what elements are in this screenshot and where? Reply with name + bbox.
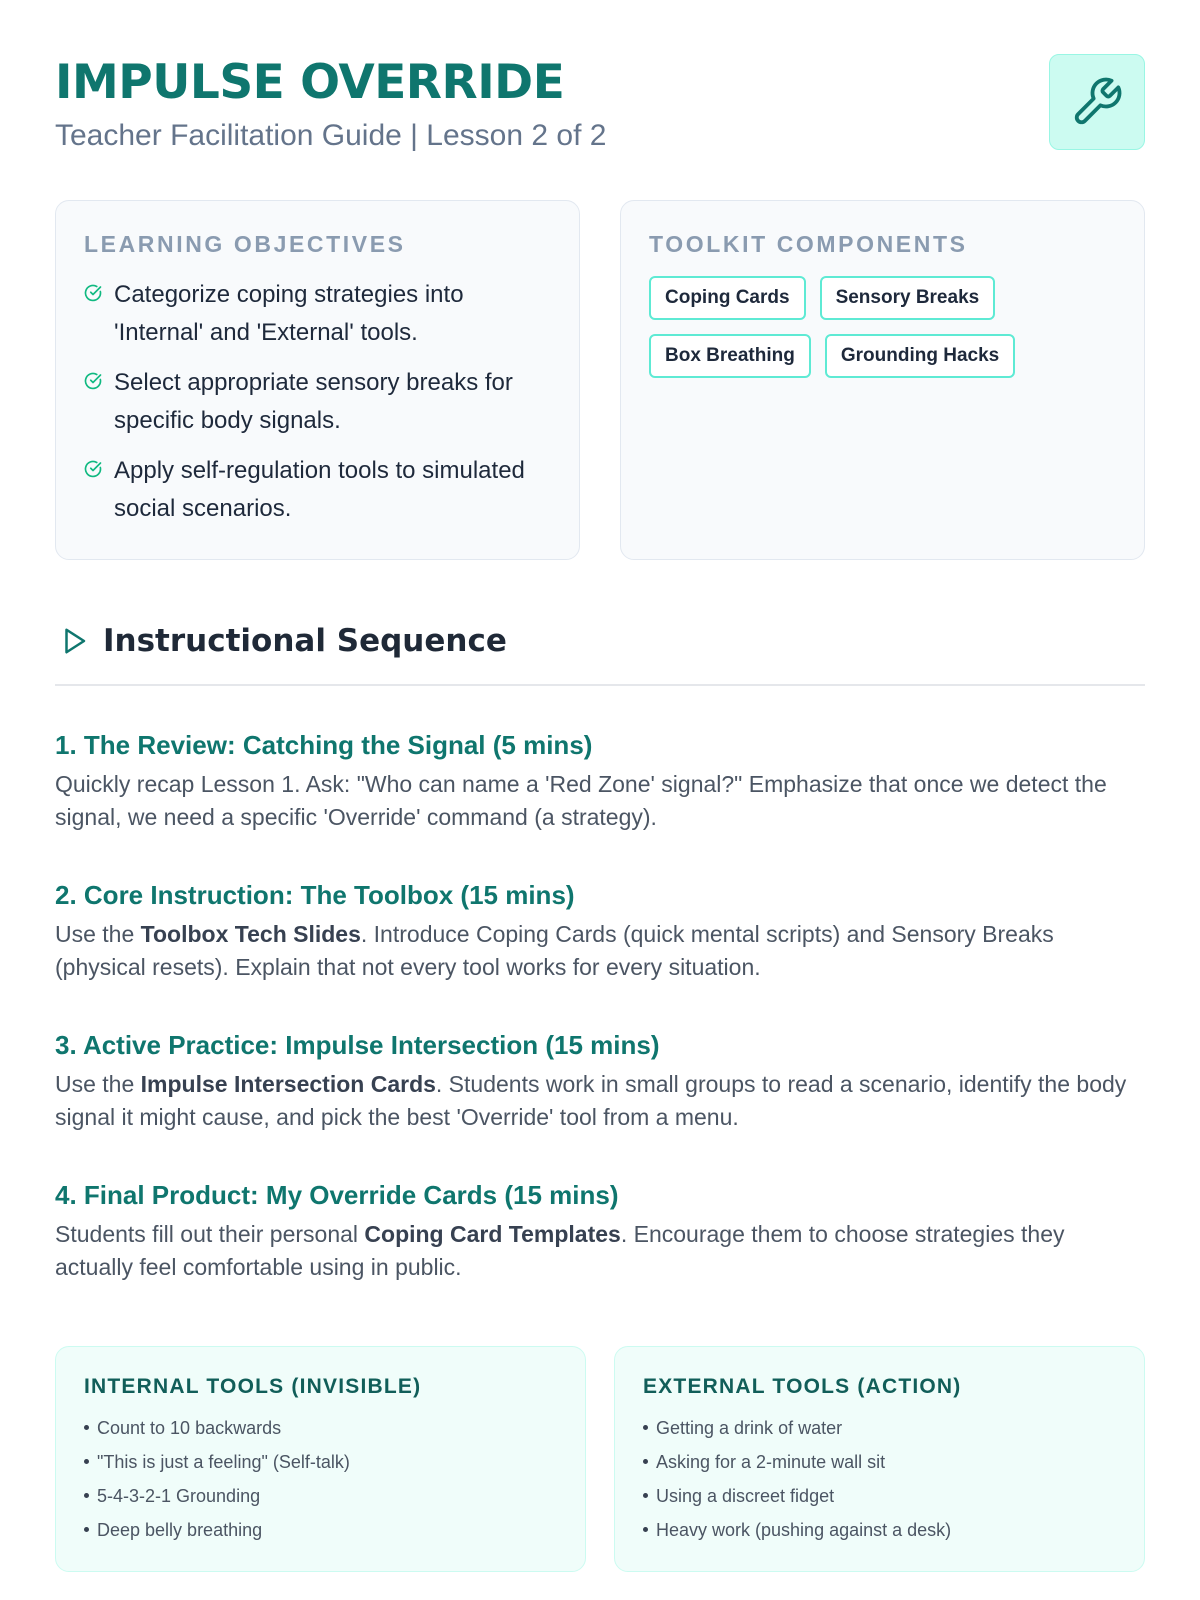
sequence-step (55, 878, 1145, 980)
external-tool-item (643, 1513, 1116, 1547)
step-text-after: . Introduce Coping Cards (quick mental scripts) and Sensory Breaks (physical resets). Explain that not every tool works for every situation. (55, 921, 1054, 980)
internal-tool-item (84, 1445, 557, 1479)
objective-text: Select appropriate sensory breaks for specific body signals. (114, 369, 513, 434)
sequence-title: Instructional Sequence (103, 623, 507, 659)
bullet-icon (643, 1493, 648, 1498)
internal-tools-card (55, 1346, 586, 1572)
page-title: IMPULSE OVERRIDE (55, 55, 565, 110)
bullet-icon (643, 1459, 648, 1464)
top-cards (55, 200, 1145, 560)
sequence-step (55, 1028, 1145, 1130)
toolkit-tag: Box Breathing (649, 334, 811, 378)
step-title: 1. The Review: Catching the Signal (5 mins) (55, 730, 593, 760)
external-tools-list (643, 1411, 1116, 1547)
external-tools-card (614, 1346, 1145, 1572)
toolkit-tag: Grounding Hacks (825, 334, 1015, 378)
objective-text: Apply self-regulation tools to simulated social scenarios. (114, 457, 525, 522)
bullet-icon (84, 1527, 89, 1532)
play-icon (59, 626, 89, 656)
objective-item (84, 276, 551, 352)
learning-objectives-card (55, 200, 580, 560)
internal-tools-heading: INTERNAL TOOLS (INVISIBLE) (84, 1375, 422, 1398)
step-text-before: Use the (55, 1071, 141, 1097)
external-tools-heading: EXTERNAL TOOLS (ACTION) (643, 1375, 962, 1398)
toolkit-components-card (620, 200, 1145, 560)
section-divider (55, 684, 1145, 686)
external-tool-item (643, 1411, 1116, 1445)
page-header (55, 0, 1145, 200)
step-description (55, 768, 1145, 834)
bullet-icon (643, 1425, 648, 1430)
tool-item-text: Asking for a 2-minute wall sit (656, 1452, 886, 1472)
objectives-heading: LEARNING OBJECTIVES (84, 231, 406, 257)
internal-tool-item (84, 1479, 557, 1513)
step-resource-name: Coping Card Templates (364, 1221, 621, 1247)
check-circle-icon (84, 460, 102, 478)
step-description (55, 1068, 1145, 1134)
sequence-header (55, 616, 1145, 666)
objective-item (84, 364, 551, 440)
step-text-after: . Encourage them to choose strategies they actually feel comfortable using in public. (55, 1221, 1065, 1280)
bullet-icon (84, 1459, 89, 1464)
step-title: 4. Final Product: My Override Cards (15 mins) (55, 1180, 619, 1210)
internal-tools-list (84, 1411, 557, 1547)
step-description (55, 1218, 1145, 1284)
toolkit-heading: TOOLKIT COMPONENTS (649, 231, 968, 257)
toolkit-tags (649, 276, 1049, 378)
toolkit-tag: Sensory Breaks (820, 276, 996, 320)
external-tool-item (643, 1445, 1116, 1479)
objectives-list (84, 276, 551, 528)
step-text-before: Quickly recap Lesson 1. Ask: "Who can name a 'Red Zone' signal?" Emphasize that once we detect the signal, we need a specific 'Override' command (a strategy). (55, 771, 1107, 830)
step-text-before: Students fill out their personal (55, 1221, 365, 1247)
check-circle-icon (84, 372, 102, 390)
internal-tool-item (84, 1411, 557, 1445)
instruction-steps (55, 728, 1145, 1280)
step-resource-name: Impulse Intersection Cards (140, 1071, 436, 1097)
external-tool-item (643, 1479, 1116, 1513)
wrench-icon (1070, 75, 1124, 129)
check-circle-icon (84, 284, 102, 302)
objective-item (84, 452, 551, 528)
step-title: 2. Core Instruction: The Toolbox (15 mins) (55, 880, 575, 910)
step-description (55, 918, 1145, 984)
sequence-step (55, 1178, 1145, 1280)
tool-item-text: Deep belly breathing (97, 1520, 263, 1540)
toolkit-tag: Coping Cards (649, 276, 806, 320)
bullet-icon (84, 1425, 89, 1430)
page-subtitle: Teacher Facilitation Guide | Lesson 2 of 2 (55, 119, 607, 152)
wrench-icon-badge (1049, 54, 1145, 150)
tool-item-text: "This is just a feeling" (Self-talk) (97, 1452, 350, 1472)
tool-item-text: Getting a drink of water (656, 1418, 843, 1438)
bullet-icon (84, 1493, 89, 1498)
tool-item-text: 5-4-3-2-1 Grounding (97, 1486, 261, 1506)
step-text-before: Use the (55, 921, 141, 947)
internal-tool-item (84, 1513, 557, 1547)
step-resource-name: Toolbox Tech Slides (140, 921, 361, 947)
step-text-after: . Students work in small groups to read a scenario, identify the body signal it might cause, and pick the best 'Override' tool from a menu. (55, 1071, 1127, 1130)
objective-text: Categorize coping strategies into 'Internal' and 'External' tools. (114, 281, 464, 346)
tools-row (55, 1346, 1145, 1572)
tool-item-text: Count to 10 backwards (97, 1418, 282, 1438)
bullet-icon (643, 1527, 648, 1532)
step-title: 3. Active Practice: Impulse Intersection (15 mins) (55, 1030, 660, 1060)
tool-item-text: Heavy work (pushing against a desk) (656, 1520, 952, 1540)
sequence-step (55, 728, 1145, 830)
tool-item-text: Using a discreet fidget (656, 1486, 835, 1506)
